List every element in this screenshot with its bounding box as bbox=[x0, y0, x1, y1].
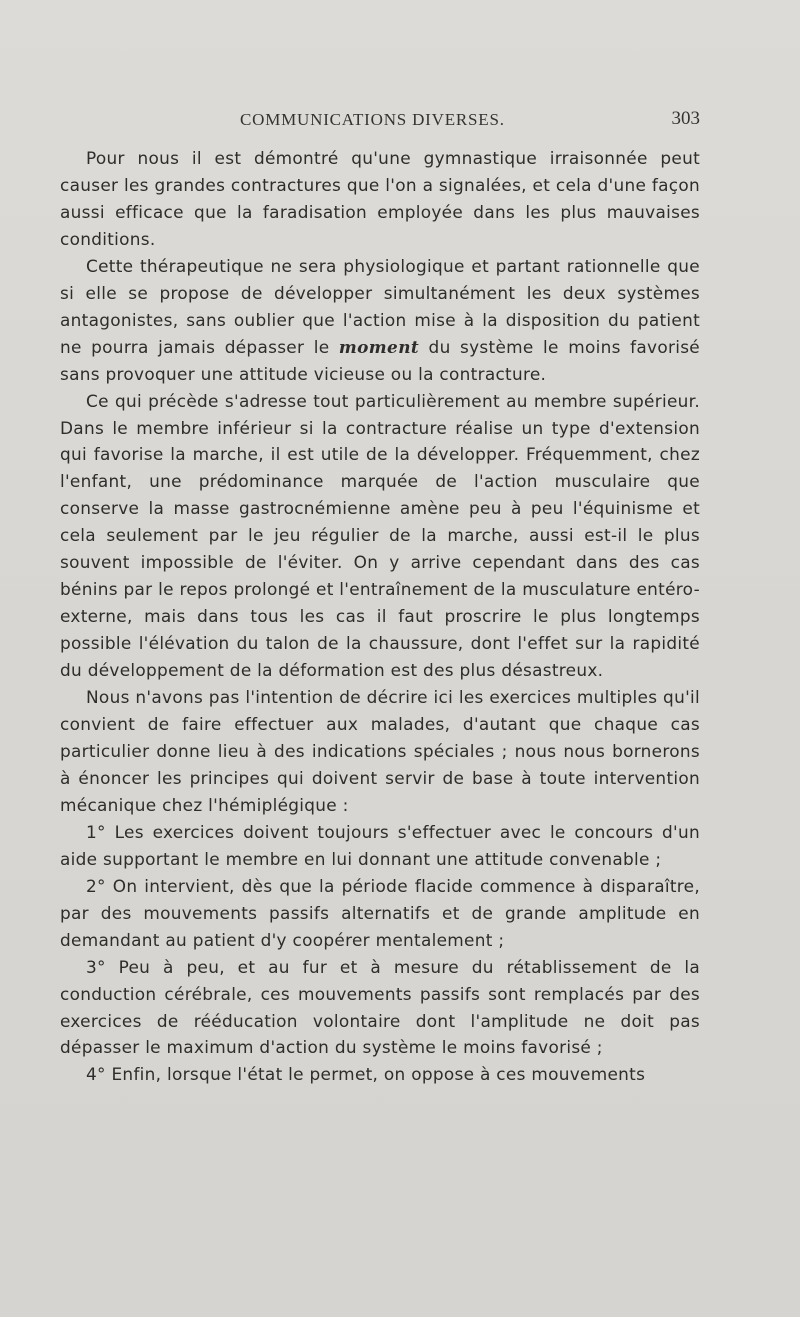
list-item-3: 3° Peu à peu, et au fur et à mesure du rétablissement de la conduction cérébrale, ces mouvements passifs sont remplacés par des exercices de rééducation volontaire dont l'amplitude ne doit pas dépasser le maximum d'action du système le moins favorisé ; bbox=[60, 956, 700, 1058]
paragraph-2-text-end: du système le moins favorisé sans provoquer une attitude vicieuse ou la contracture. bbox=[60, 336, 700, 384]
paragraph-3: Ce qui précède s'adresse tout particulièrement au membre supérieur. Dans le membre inférieur si la contracture réalise un type d'extension qui favorise la marche, il est utile de la développer. Fréquemment, chez l'enfant, une prédominance marquée de l'action musculaire que conserve la masse gastrocnémienne amène peu à peu l'équinisme et cela seulement par le jeu régulier de la marche, aussi est-il le plus souvent impossible de l'éviter. On y arrive cependant dans des cas bénins par le repos prolongé et l'entraînement de la musculature entéro-externe, mais dans tous les cas il faut proscrire le plus longtemps possible l'élévation du talon de la chaussure, dont l'effet sur la rapidité du développement de la déformation est des plus désastreux. bbox=[60, 390, 700, 681]
paragraph-2 bbox=[60, 253, 700, 388]
paragraph-4: Nous n'avons pas l'intention de décrire ici les exercices multiples qu'il convient de faire effectuer aux malades, d'autant que chaque cas particulier donne lieu à des indications spéciales ; nous nous bornerons à énoncer les principes qui doivent servir de base à toute intervention mécanique chez l'hémiplégique : bbox=[60, 687, 700, 815]
paragraph-2-text-start: Cette thérapeutique ne sera physiologique et partant rationnelle que si elle se propose de développer simultanément les deux systèmes antagonistes, sans oublier que l'action mise à la disposition du patient ne pourra jamais dépasser le bbox=[60, 255, 700, 357]
page-header bbox=[60, 110, 700, 136]
page-number: 303 bbox=[671, 108, 700, 129]
paragraph-1: Pour nous il est démontré qu'une gymnastique irraisonnée peut causer les grandes contractures que l'on a signalées, et cela d'une façon aussi efficace que la faradisation employée dans les plus mauvaises conditions. bbox=[60, 148, 700, 249]
list-item-4: 4° Enfin, lorsque l'état le permet, on oppose à ces mouvements bbox=[86, 1064, 646, 1085]
list-item-1: 1° Les exercices doivent toujours s'effectuer avec le concours d'un aide supportant le membre en lui donnant une attitude convenable ; bbox=[60, 821, 700, 869]
running-head: COMMUNICATIONS DIVERSES. bbox=[240, 110, 505, 129]
body-text bbox=[60, 145, 700, 1088]
list-item-2: 2° On intervient, dès que la période flacide commence à disparaître, par des mouvements passifs alternatifs et de grande amplitude en demandant au patient d'y coopérer mentalement ; bbox=[60, 875, 700, 950]
emphasized-term: moment bbox=[338, 336, 420, 357]
